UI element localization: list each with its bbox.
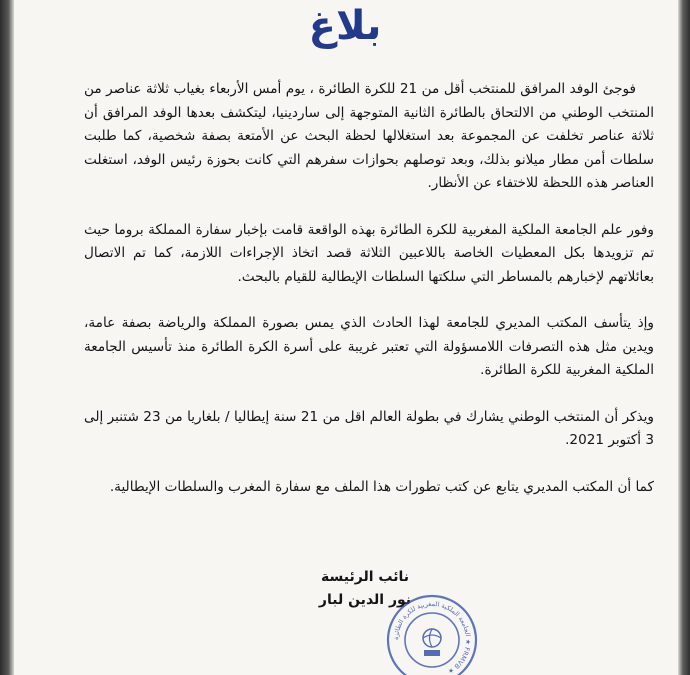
- volleyball-icon: [423, 629, 441, 656]
- paragraph-1: فوجئ الوفد المرافق للمنتخب أقل من 21 للكرة الطائرة ، يوم أمس الأربعاء بغياب ثلاثة عناصر من المنتخب الوطني من الالتحاق بالطائرة الثانية المتوجهة إلى ساردينيا، ليتكشف بعدها الوفد المرافق أن ثلاثة عناصر تخلفت عن المجموعة بعد استغلالها لحظة البحث عن الأمتعة بصفة شخصية، كما طلبت سلطات أمن مطار ميلانو بذلك، وبعد توصلهم بحوازات سفرهم التي كانت بحوزة رئيس الوفد، استغلت العناصر هذه اللحظة للاختفاء عن الأنظار.: [84, 81, 654, 191]
- document-body: [84, 78, 654, 522]
- signature-name: نور الدين لبار: [318, 592, 412, 608]
- official-stamp: [384, 592, 480, 675]
- page-edge-right: [678, 0, 690, 675]
- document-title: بلاغ: [308, 3, 382, 49]
- stamp-ring-text: الجامعة الملكية المغربية للكرة الطائرة ★ FRMVB ★: [391, 599, 473, 675]
- paragraph-2: وفور علم الجامعة الملكية المغربية للكرة الطائرة بهذه الواقعة قامت بإخبار سفارة المملكة بروما حيث تم تزويدها بكل المعطيات الخاصة باللاعبين الثلاثة قصد اتخاذ الإجراءات اللازمة، كما تم الاتصال بعائلاتهم لإخبارهم بالمساطر التي سلكتها السلطات الإيطالية للقيام بالبحث.: [84, 221, 654, 285]
- paragraph-3: وإذ يتأسف المكتب المديري للجامعة لهذا الحادث الذي يمس بصورة المملكة والرياضة بصفة عامة، ويدين مثل هذه التصرفات اللامسؤولة التي تعتبر غريبة على أسرة الكرة الطائرة منذ تأسيس الجامعة الملكية المغربية للكرة الطائرة.: [84, 315, 654, 378]
- page-edge-left: [0, 0, 14, 675]
- paragraph-5: كما أن المكتب المديري يتابع عن كتب تطورات هذا الملف مع سفارة المغرب والسلطات الإيطالية.: [109, 478, 654, 495]
- svg-text:الجامعة الملكية المغربية للكرة: [392, 600, 472, 675]
- signature-role: نائب الرئيسة: [321, 569, 409, 585]
- paragraph-4: ويذكر أن المنتخب الوطني يشارك في بطولة العالم اقل من 21 سنة إيطاليا / بلغاريا من 23 شتنبر إلى 3 أكتوبر 2021.: [84, 408, 654, 448]
